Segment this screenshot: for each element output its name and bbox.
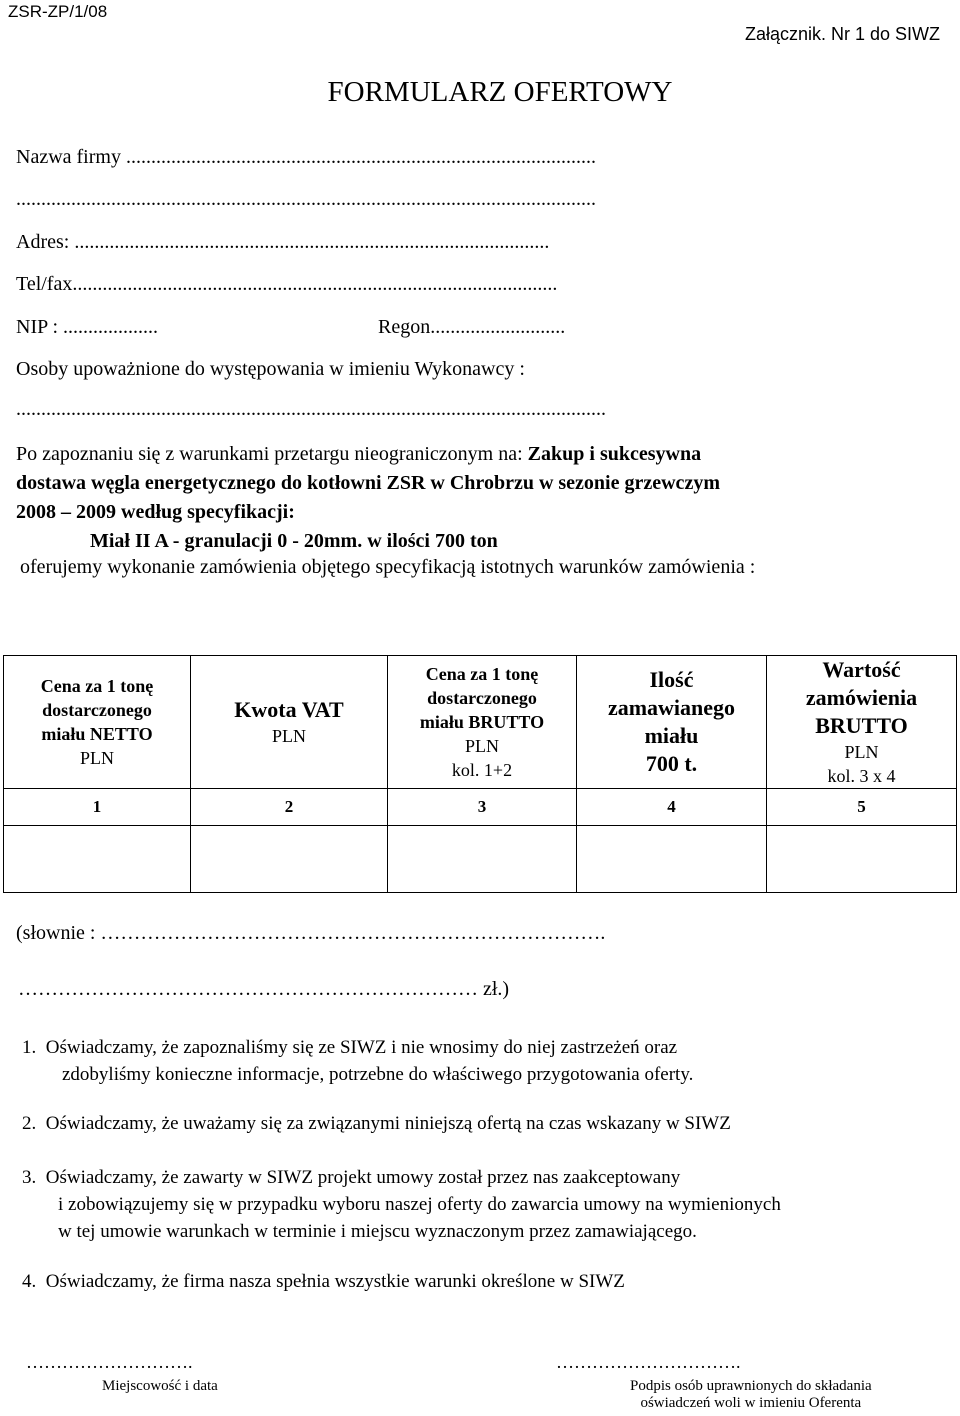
intro-line1-bold: Zakup i sukcesywna	[527, 443, 702, 465]
column-numbers-row	[4, 789, 957, 826]
amount-in-words-field[interactable]: (słownie : ………………………………………………………………….	[16, 922, 606, 944]
intro-paragraph	[16, 440, 720, 556]
intro-line1: Po zapoznaniu się z warunkami przetargu nieograniczonym na:	[16, 443, 528, 465]
col-gross-price-header: Cena za 1 tonę dostarczonego miału BRUTTO PLN kol. 1+2	[388, 656, 577, 789]
net-price-cell[interactable]	[4, 826, 191, 893]
table-header-row	[4, 656, 957, 789]
declaration-3: 3. Oświadczamy, że zawarty w SIWZ projekt umowy został przez nas zaakceptowany i zobowiązujemy się w przypadku wyboru naszej oferty do zawarcia umowy na wymienionych w tej umowie warunkach w terminie i miejscu wyznaczonym przez zamawiającego.	[22, 1167, 781, 1242]
column-number: 3	[388, 789, 577, 826]
entry-row	[4, 826, 957, 893]
column-number: 2	[191, 789, 388, 826]
signature-line[interactable]: ………………………….	[556, 1352, 741, 1372]
annex-label: Załącznik. Nr 1 do SIWZ	[744, 24, 940, 44]
column-number: 5	[767, 789, 957, 826]
declaration-2: 2. Oświadczamy, że uważamy się za związanymi niniejszą ofertą na czas wskazany w SIWZ	[22, 1113, 731, 1134]
document-reference: ZSR-ZP/1/08	[8, 2, 108, 21]
quantity-cell[interactable]	[577, 826, 767, 893]
amount-in-words-field-continued[interactable]: …………………………………………………………… zł.)	[18, 978, 510, 1000]
intro-line3: 2008 – 2009 według specyfikacji:	[16, 501, 295, 523]
authorized-persons-field[interactable]: ......................................................................................................................	[16, 398, 606, 420]
declaration-4: 4. Oświadczamy, że firma nasza spełnia wszystkie warunki określone w SIWZ	[22, 1271, 625, 1292]
gross-price-cell[interactable]	[388, 826, 577, 893]
offer-table	[3, 655, 957, 893]
col-vat-header: Kwota VAT PLN	[191, 656, 388, 789]
intro-line4: Miał II A - granulacji 0 - 20mm. w ilości 700 ton	[90, 530, 498, 552]
col-total-value-header: Wartość zamówienia BRUTTO PLN kol. 3 x 4	[767, 656, 957, 789]
nip-field[interactable]: NIP : ...................	[16, 316, 159, 338]
authorized-persons-label: Osoby upoważnione do występowania w imieniu Wykonawcy :	[16, 358, 525, 380]
place-date-label: Miejscowość i data	[102, 1378, 218, 1394]
place-date-line[interactable]: ……………………….	[26, 1352, 193, 1372]
col-net-price-header: Cena za 1 tonę dostarczonego miału NETTO PLN	[4, 656, 191, 789]
column-number: 4	[577, 789, 767, 826]
regon-field[interactable]: Regon...........................	[378, 316, 566, 338]
company-name-field-continued[interactable]: ....................................................................................................................	[16, 188, 596, 210]
vat-cell[interactable]	[191, 826, 388, 893]
column-number: 1	[4, 789, 191, 826]
page-title: FORMULARZ OFERTOWY	[327, 76, 673, 108]
company-name-field[interactable]: Nazwa firmy ..............................................................................................	[16, 146, 596, 168]
col-quantity-header: Ilość zamawianego miału 700 t.	[577, 656, 767, 789]
telfax-field[interactable]: Tel/fax.................................................................................................	[16, 273, 558, 295]
declaration-1: 1. Oświadczamy, że zapoznaliśmy się ze SIWZ i nie wnosimy do niej zastrzeżeń oraz zdobyliśmy konieczne informacje, potrzebne do właściwego przygotowania oferty.	[22, 1037, 694, 1085]
signature-label: Podpis osób uprawnionych do składania oświadczeń woli w imieniu Oferenta	[630, 1378, 872, 1411]
address-field[interactable]: Adres: ...............................................................................................	[16, 231, 550, 253]
total-value-cell[interactable]	[767, 826, 957, 893]
offer-statement: oferujemy wykonanie zamówienia objętego specyfikacją istotnych warunków zamówienia :	[20, 556, 756, 578]
intro-line2: dostawa węgla energetycznego do kotłowni ZSR w Chrobrzu w sezonie grzewczym	[16, 472, 720, 494]
